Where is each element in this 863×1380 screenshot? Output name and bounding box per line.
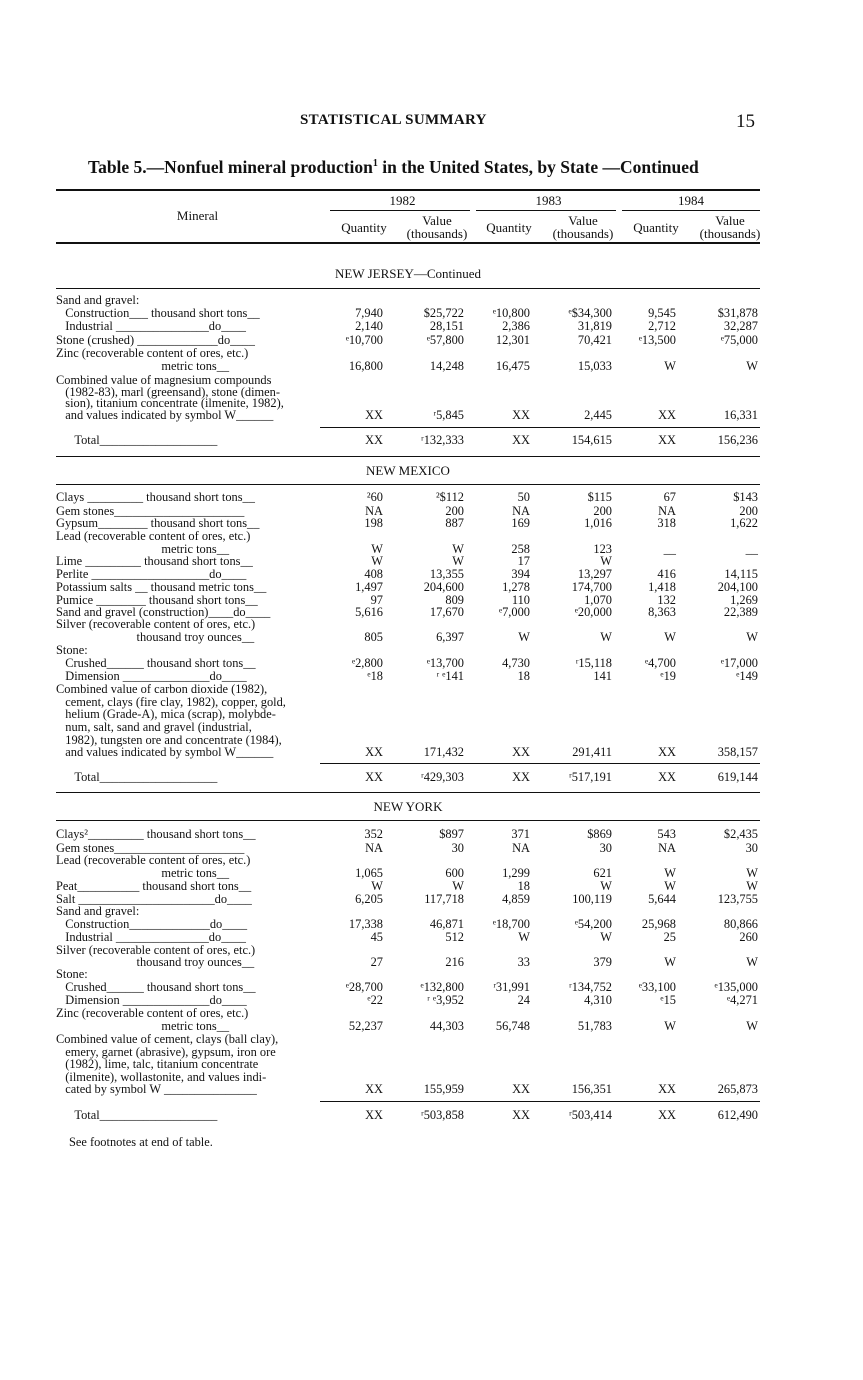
- row-label: (ilmenite), wollastonite, and values indi-: [56, 1070, 267, 1084]
- row-label: Construction___ thousand short tons__: [56, 306, 260, 320]
- table-cell: 200: [739, 504, 758, 518]
- table-cell: XX: [365, 770, 383, 784]
- row-label: metric tons__: [56, 866, 230, 880]
- row-label: Stone:: [56, 643, 88, 657]
- table-cell: W: [518, 630, 530, 644]
- table-cell: 14,248: [429, 359, 464, 373]
- table-cell: W: [664, 1019, 676, 1033]
- table-cell: 171,432: [423, 745, 464, 759]
- table-cell: W: [600, 879, 612, 893]
- table-cell: ᵉ7,000: [498, 605, 530, 619]
- table-cell: 318: [657, 516, 676, 530]
- header-value-line1: Value: [568, 213, 598, 228]
- table-cell: 46,871: [429, 917, 464, 931]
- table-cell: W: [746, 630, 758, 644]
- header-quantity-1983: Quantity: [486, 220, 532, 235]
- total-rule: [320, 427, 760, 428]
- table-cell: ᵉ13,700: [426, 656, 464, 670]
- table-cell: 67: [663, 490, 676, 504]
- table-cell: XX: [365, 1108, 383, 1122]
- table-cell: 45: [370, 930, 383, 944]
- table-cell: 258: [511, 542, 530, 556]
- table-cell: 4,310: [584, 993, 612, 1007]
- total-row-label: Total___________________: [56, 1108, 218, 1122]
- table-cell: 600: [445, 866, 464, 880]
- table-cell: 24: [517, 993, 530, 1007]
- table-cell: XX: [658, 408, 676, 422]
- table-cell: $25,722: [423, 306, 464, 320]
- row-label: Sand and gravel:: [56, 293, 140, 307]
- table-cell: 27: [370, 955, 383, 969]
- table-cell: W: [664, 879, 676, 893]
- header-mineral: Mineral: [176, 208, 219, 223]
- row-label: Lime _________ thousand short tons__: [56, 554, 253, 568]
- table-cell: W: [371, 554, 383, 568]
- table-cell: ᵉ13,500: [638, 333, 676, 347]
- table-cell: 52,237: [348, 1019, 383, 1033]
- table-cell: 156,236: [717, 433, 758, 447]
- table-cell: W: [664, 359, 676, 373]
- row-label: Combined value of cement, clays (ball clay),: [56, 1032, 279, 1046]
- table-cell: 371: [511, 827, 530, 841]
- table-cell: 16,475: [495, 359, 530, 373]
- row-label: num, salt, sand and gravel (industrial,: [56, 720, 252, 734]
- table-cell: ʳ429,303: [421, 770, 464, 784]
- table-cell: NA: [512, 841, 530, 855]
- table-cell: 809: [445, 593, 464, 607]
- table-cell: 805: [364, 630, 383, 644]
- row-label: Stone (crushed) _____________do____: [56, 333, 255, 347]
- table-cell: __: [745, 542, 758, 556]
- row-label: Stone:: [56, 967, 88, 981]
- header-value-line1: Value: [422, 213, 452, 228]
- table-cell: ᵉ33,100: [638, 980, 676, 994]
- table-cell: 16,800: [348, 359, 383, 373]
- row-label: Combined value of magnesium compounds: [56, 373, 272, 387]
- row-label: Industrial _______________do____: [56, 930, 246, 944]
- table-cell: 16,331: [723, 408, 758, 422]
- table-cell: W: [746, 879, 758, 893]
- table-cell: 17,338: [348, 917, 383, 931]
- table-cell: $869: [587, 827, 612, 841]
- row-label: metric tons__: [56, 1019, 230, 1033]
- table-cell: 2,712: [648, 319, 676, 333]
- table-cell: $31,878: [717, 306, 758, 320]
- table-cell: 416: [657, 567, 676, 581]
- table-cell: XX: [658, 1082, 676, 1096]
- table-cell: ᵉ15: [660, 993, 676, 1007]
- caption-prefix: Table 5.—Nonfuel mineral production: [88, 157, 373, 177]
- table-cell: 100,119: [572, 892, 612, 906]
- table-cell: ᵉ4,700: [644, 656, 676, 670]
- row-label: Lead (recoverable content of ores, etc.): [56, 853, 251, 867]
- table-cell: 13,355: [429, 567, 464, 581]
- table-cell: NA: [658, 841, 676, 855]
- table-cell: 379: [593, 955, 612, 969]
- table-cell: 117,718: [424, 892, 464, 906]
- table-cell: 17,670: [429, 605, 464, 619]
- table-cell: 408: [364, 567, 383, 581]
- table-cell: ᵉ18,700: [492, 917, 530, 931]
- header-value-line2: (thousands): [406, 226, 468, 241]
- row-label: Perlite ___________________do____: [56, 567, 247, 581]
- table-cell: W: [518, 930, 530, 944]
- row-label: Industrial _______________do____: [56, 319, 246, 333]
- table-cell: 132: [657, 593, 676, 607]
- caption-suffix: in the United States, by State —Continued: [377, 157, 699, 177]
- row-label: metric tons__: [56, 359, 230, 373]
- table-cell: NA: [512, 504, 530, 518]
- table-cell: 1,065: [355, 866, 383, 880]
- section-title: NEW YORK: [373, 799, 443, 814]
- table-cell: W: [452, 554, 464, 568]
- row-label: cated by symbol W _______________: [56, 1082, 257, 1096]
- table-cell: 204,100: [717, 580, 758, 594]
- header-value-1983: [544, 214, 622, 240]
- table-cell: 1,070: [584, 593, 612, 607]
- section-title: NEW JERSEY—Continued: [334, 266, 481, 281]
- header-bottom-rule: [56, 242, 760, 244]
- row-label: Pumice ________ thousand short tons__: [56, 593, 258, 607]
- section-title: NEW MEXICO: [366, 463, 450, 478]
- table-cell: XX: [512, 745, 530, 759]
- table-cell: W: [600, 554, 612, 568]
- table-cell: 8,363: [648, 605, 676, 619]
- row-label: metric tons__: [56, 542, 230, 556]
- row-label: sion), titanium concentrate (ilmenite, 1982),: [56, 396, 284, 410]
- table-cell: 265,873: [717, 1082, 758, 1096]
- header-quantity-1984: Quantity: [633, 220, 679, 235]
- table-cell: 1,299: [502, 866, 530, 880]
- section-rule: [56, 288, 760, 289]
- table-cell: W: [600, 630, 612, 644]
- table-cell: 216: [445, 955, 464, 969]
- footnote-text: See footnotes at end of table.: [69, 1135, 213, 1149]
- table-cell: 97: [370, 593, 383, 607]
- row-label: emery, garnet (abrasive), gypsum, iron ore: [56, 1045, 276, 1059]
- header-value-line1: Value: [715, 213, 745, 228]
- table-cell: 141: [593, 669, 612, 683]
- row-label: Sand and gravel:: [56, 904, 140, 918]
- table-cell: 394: [511, 567, 530, 581]
- table-cell: ʳ31,991: [493, 980, 530, 994]
- table-cell: XX: [512, 1082, 530, 1096]
- table-cell: ᵉ57,800: [426, 333, 464, 347]
- section-rule: [56, 820, 760, 821]
- table-cell: W: [664, 955, 676, 969]
- table-cell: ᵉ20,000: [574, 605, 612, 619]
- table-cell: 28,151: [429, 319, 464, 333]
- table-cell: 2,140: [355, 319, 383, 333]
- row-label: thousand troy ounces__: [56, 630, 255, 644]
- table-cell: 358,157: [717, 745, 758, 759]
- table-cell: XX: [658, 1108, 676, 1122]
- table-cell: W: [746, 359, 758, 373]
- table-cell: 30: [451, 841, 464, 855]
- table-cell: 30: [599, 841, 612, 855]
- row-label: Peat__________ thousand short tons__: [56, 879, 252, 893]
- header-year-1983: 1983: [535, 193, 562, 208]
- page-number: 15: [736, 111, 755, 132]
- total-row-label: Total___________________: [56, 770, 218, 784]
- row-label: Zinc (recoverable content of ores, etc.): [56, 346, 249, 360]
- table-cell: 30: [745, 841, 758, 855]
- table-cell: 110: [511, 593, 530, 607]
- table-cell: 13,297: [577, 567, 612, 581]
- table-cell: W: [746, 866, 758, 880]
- table-cell: ʳ503,858: [421, 1108, 464, 1122]
- table-cell: W: [371, 542, 383, 556]
- table-cell: ᵉ4,271: [726, 993, 758, 1007]
- table-cell: 154,615: [571, 433, 612, 447]
- table-cell: W: [664, 866, 676, 880]
- table-cell: W: [664, 630, 676, 644]
- table-cell: 174,700: [571, 580, 612, 594]
- table-cell: ᵉ132,800: [420, 980, 464, 994]
- table-cell: XX: [512, 770, 530, 784]
- table-cell: 44,303: [429, 1019, 464, 1033]
- total-rule: [320, 1101, 760, 1102]
- row-label: Combined value of carbon dioxide (1982),: [56, 682, 268, 696]
- table-cell: $2,435: [723, 827, 758, 841]
- table-cell: 123,755: [717, 892, 758, 906]
- year-rule-1984: [622, 210, 760, 211]
- table-cell: 200: [593, 504, 612, 518]
- table-cell: XX: [365, 408, 383, 422]
- table-cell: $143: [733, 490, 758, 504]
- table-cell: 1,622: [730, 516, 758, 530]
- header-value-line2: (thousands): [699, 226, 761, 241]
- table-cell: 18: [517, 879, 530, 893]
- section-rule: [56, 484, 760, 485]
- table-cell: 25: [663, 930, 676, 944]
- table-cell: ᵉ17,000: [720, 656, 758, 670]
- header-value-1984: [691, 214, 769, 240]
- table-cell: 1,497: [355, 580, 383, 594]
- section-bottom-rule: [56, 456, 760, 457]
- header-year-1984: 1984: [678, 193, 704, 208]
- table-cell: ᵉ2,800: [351, 656, 383, 670]
- header-quantity-1982: Quantity: [341, 220, 387, 235]
- header-value-line2: (thousands): [552, 226, 614, 241]
- table-cell: ᵉ10,800: [492, 306, 530, 320]
- table-cell: W: [452, 542, 464, 556]
- table-cell: 612,490: [717, 1108, 758, 1122]
- table-cell: ᵉ28,700: [345, 980, 383, 994]
- table-top-rule: [56, 189, 760, 191]
- table-cell: 1,278: [502, 580, 530, 594]
- table-cell: 543: [657, 827, 676, 841]
- table-cell: $115: [587, 490, 612, 504]
- table-cell: ᵉ135,000: [714, 980, 758, 994]
- table-cell: 2,386: [502, 319, 530, 333]
- table-cell: NA: [658, 504, 676, 518]
- row-label: Silver (recoverable content of ores, etc.): [56, 617, 256, 631]
- table-cell: XX: [512, 433, 530, 447]
- table-cell: ʳ15,118: [575, 656, 612, 670]
- table-cell: XX: [658, 770, 676, 784]
- row-label: and values indicated by symbol W______: [56, 745, 274, 759]
- table-cell: 56,748: [495, 1019, 530, 1033]
- row-label: cement, clays (fire clay, 1982), copper, gold,: [56, 695, 286, 709]
- table-cell: NA: [365, 841, 383, 855]
- table-cell: $897: [439, 827, 464, 841]
- header-value-1982: [398, 214, 476, 240]
- total-rule: [320, 763, 760, 764]
- row-label: and values indicated by symbol W______: [56, 408, 274, 422]
- table-cell: ʳ134,752: [569, 980, 612, 994]
- table-cell: XX: [512, 408, 530, 422]
- table-cell: W: [600, 930, 612, 944]
- row-label: thousand troy ounces__: [56, 955, 255, 969]
- row-label: Construction_____________do____: [56, 917, 248, 931]
- table-cell: 14,115: [724, 567, 758, 581]
- row-label: Gem stones_____________________: [56, 504, 245, 518]
- row-label: Potassium salts __ thousand metric tons__: [56, 580, 267, 594]
- row-label: (1982-83), marl (greensand), stone (dimen-: [56, 385, 280, 399]
- table-cell: ᵉ54,200: [574, 917, 612, 931]
- row-label: Zinc (recoverable content of ores, etc.): [56, 1006, 249, 1020]
- table-cell: W: [452, 879, 464, 893]
- table-cell: 1,016: [584, 516, 612, 530]
- table-cell: 4,730: [502, 656, 530, 670]
- table-cell: ²60: [366, 490, 383, 504]
- table-cell: ᵉ$34,300: [568, 306, 612, 320]
- table-cell: 12,301: [495, 333, 530, 347]
- table-cell: 17: [517, 554, 530, 568]
- table-cell: 80,866: [723, 917, 758, 931]
- table-cell: 4,859: [502, 892, 530, 906]
- table-cell: ᵉ22: [367, 993, 383, 1007]
- table-cell: XX: [365, 433, 383, 447]
- table-cell: 5,616: [355, 605, 383, 619]
- table-cell: 621: [593, 866, 612, 880]
- table-cell: 1,269: [730, 593, 758, 607]
- row-label: Crushed______ thousand short tons__: [56, 980, 256, 994]
- row-label: Clays²_________ thousand short tons__: [56, 827, 256, 841]
- table-cell: ʳ132,333: [421, 433, 464, 447]
- table-cell: XX: [658, 745, 676, 759]
- table-cell: 15,033: [577, 359, 612, 373]
- year-rule-1983: [476, 210, 616, 211]
- table-cell: 619,144: [717, 770, 758, 784]
- year-rule-1982: [330, 210, 470, 211]
- table-cell: ᵉ149: [736, 669, 758, 683]
- table-cell: 155,959: [423, 1082, 464, 1096]
- table-cell: 7,940: [355, 306, 383, 320]
- table-cell: 260: [739, 930, 758, 944]
- table-cell: XX: [512, 1108, 530, 1122]
- table-cell: 512: [445, 930, 464, 944]
- header-year-1982: 1982: [389, 193, 416, 208]
- table-cell: 1,418: [648, 580, 676, 594]
- row-label: Silver (recoverable content of ores, etc.): [56, 943, 256, 957]
- table-cell: 169: [511, 516, 530, 530]
- table-cell: 6,205: [355, 892, 383, 906]
- row-label: Sand and gravel (construction)____do____: [56, 605, 271, 619]
- row-label: Lead (recoverable content of ores, etc.): [56, 529, 251, 543]
- row-label: Clays _________ thousand short tons__: [56, 490, 255, 504]
- caption-footnote-ref: 1: [372, 158, 378, 170]
- table-cell: ʳ503,414: [569, 1108, 612, 1122]
- table-cell: 156,351: [571, 1082, 612, 1096]
- table-cell: 70,421: [577, 333, 612, 347]
- table-cell: XX: [365, 745, 383, 759]
- table-cell: 887: [445, 516, 464, 530]
- row-label: Dimension ______________do____: [56, 669, 247, 683]
- row-label: 1982), tungsten ore and concentrate (1984),: [56, 733, 282, 747]
- table-cell: XX: [365, 1082, 383, 1096]
- row-label: Salt ______________________do____: [56, 892, 252, 906]
- table-cell: ᵉ19: [660, 669, 676, 683]
- table-cell: 2,445: [584, 408, 612, 422]
- table-cell: ᵉ75,000: [720, 333, 758, 347]
- row-label: Crushed______ thousand short tons__: [56, 656, 256, 670]
- running-title: STATISTICAL SUMMARY: [300, 112, 487, 128]
- table-cell: ʳ ᵉ141: [436, 669, 464, 683]
- table-cell: 200: [445, 504, 464, 518]
- table-cell: ᵉ18: [367, 669, 383, 683]
- table-cell: 33: [517, 955, 530, 969]
- table-cell: 18: [517, 669, 530, 683]
- table-cell: 5,644: [648, 892, 676, 906]
- table-cell: 51,783: [577, 1019, 612, 1033]
- table-cell: 352: [364, 827, 383, 841]
- table-cell: W: [746, 1019, 758, 1033]
- row-label: Dimension ______________do____: [56, 993, 247, 1007]
- table-cell: NA: [365, 504, 383, 518]
- table-cell: 6,397: [436, 630, 464, 644]
- table-cell: 32,287: [723, 319, 758, 333]
- table-cell: 198: [364, 516, 383, 530]
- row-label: helium (Grade-A), mica (scrap), molybde-: [56, 707, 276, 721]
- table-cell: XX: [658, 433, 676, 447]
- table-cell: 22,389: [723, 605, 758, 619]
- table-cell: ²$112: [435, 490, 464, 504]
- table-caption: [88, 157, 699, 178]
- table-cell: 25,968: [641, 917, 676, 931]
- table-cell: 123: [593, 542, 612, 556]
- table-cell: 204,600: [423, 580, 464, 594]
- table-cell: 50: [517, 490, 530, 504]
- table-cell: 291,411: [572, 745, 612, 759]
- table-cell: W: [371, 879, 383, 893]
- table-cell: ʳ ᵉ3,952: [427, 993, 464, 1007]
- table-cell: ʳ517,191: [569, 770, 612, 784]
- table-cell: 9,545: [648, 306, 676, 320]
- section-bottom-rule: [56, 792, 760, 793]
- table-cell: 31,819: [577, 319, 612, 333]
- row-label: Gem stones_____________________: [56, 841, 245, 855]
- row-label: Gypsum________ thousand short tons__: [56, 516, 260, 530]
- table-cell: ᵉ10,700: [345, 333, 383, 347]
- row-label: (1982), lime, talc, titanium concentrate: [56, 1057, 259, 1071]
- table-cell: ʳ5,845: [433, 408, 464, 422]
- total-row-label: Total___________________: [56, 433, 218, 447]
- table-cell: W: [746, 955, 758, 969]
- table-cell: __: [663, 542, 676, 556]
